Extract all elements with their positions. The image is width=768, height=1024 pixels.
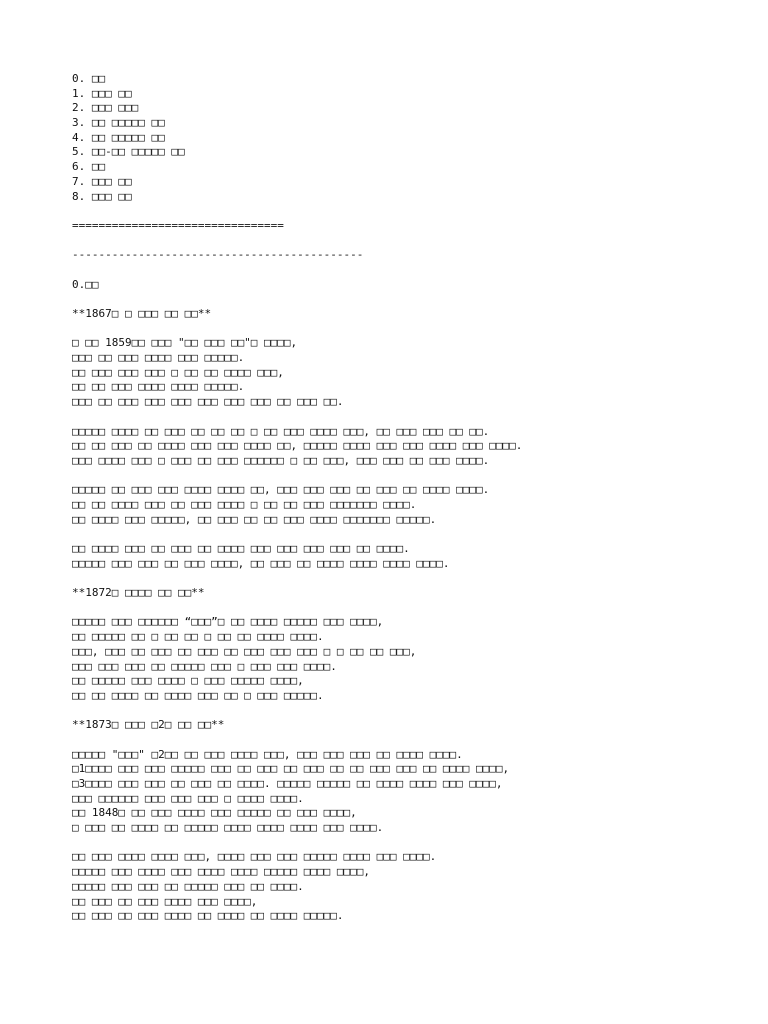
- paragraph-line: □ □□ 1859□□ □□□ "□□ □□□ □□"□ □□□□,: [72, 336, 298, 350]
- paragraph-line: □□□□□ □□□□ □□ □□□ □□ □□ □□ □ □□ □□□ □□□□ □□□, □□ □□□ □□□ □□ □□.: [72, 424, 490, 438]
- paragraph-line: □□□□□ "□□□" □2□□ □□ □□□ □□□□ □□□, □□□ □□□ □□□ □□ □□□□ □□□□.: [72, 747, 463, 761]
- paragraph: [72, 542, 712, 571]
- document-page: [72, 72, 712, 939]
- paragraph-line: □□□□□ □□□ □□□□□□ “□□□”□ □□ □□□□ □□□□□ □□□ □□□□,: [72, 615, 384, 629]
- toc-item: 2. □□□ □□□: [72, 101, 139, 115]
- toc-item: 8. □□□ □□: [72, 189, 132, 203]
- toc-item: 3. □□ □□□□□ □□: [72, 116, 165, 130]
- paragraph-line: □□ □□□□ □□□ □□ □□□ □□ □□□□ □□□ □□□ □□□ □□□ □□ □□□□.: [72, 542, 410, 555]
- paragraph-line: □□ □□□ □□□□ □□□□ □□□, □□□□ □□□ □□□ □□□□□ □□□□ □□□ □□□□.: [72, 850, 437, 864]
- paragraph-line: □□□ □□ □□□ □□□□ □□□ □□□□□.: [72, 351, 245, 365]
- paragraph-line: □□ □□□□□ □□ □ □□ □□ □ □□ □□ □□□□ □□□□.: [72, 630, 324, 644]
- paragraph-line: □□ □□ □□□□ □□ □□□□ □□□ □□ □ □□□ □□□□□.: [72, 688, 324, 702]
- paragraph-line: □□□□□ □□□ □□□ □□ □□□ □□□□, □□ □□□ □□ □□□□ □□□□ □□□□ □□□□.: [72, 556, 450, 570]
- toc-item: 0. □□: [72, 72, 106, 85]
- separator-equals: ================================: [72, 218, 284, 232]
- section-heading: **1867□ □ □□□ □□ □□**: [72, 307, 212, 320]
- section-heading: **1872□ □□□□ □□ □□**: [72, 586, 205, 600]
- toc-item: 4. □□ □□□□□ □□: [72, 130, 165, 144]
- toc-item: 1. □□□ □□: [72, 86, 132, 100]
- paragraph-line: □□□□□ □□□ □□□□ □□□ □□□□ □□□□ □□□□□ □□□□ □□□□,: [72, 865, 371, 879]
- paragraph: [72, 483, 712, 527]
- paragraph: [72, 850, 712, 923]
- paragraph-line: □□ 1848□ □□ □□□ □□□□ □□□ □□□□□ □□ □□□ □□□□,: [72, 806, 357, 820]
- separator-dashes: --------------------------------------------: [72, 248, 364, 262]
- paragraph-line: □□□, □□□ □□ □□□ □□ □□□ □□ □□□ □□□ □□□ □ □ □□ □□ □□□,: [72, 644, 417, 658]
- paragraph-line: □□ □□ □□□ □□□□ □□□□ □□□□□.: [72, 380, 245, 394]
- document-body: [72, 307, 712, 939]
- paragraph-line: □ □□□ □□ □□□□ □□ □□□□□ □□□□ □□□□ □□□□ □□□ □□□□.: [72, 821, 384, 835]
- paragraph-line: □□ □□□□□ □□□ □□□□ □ □□□ □□□□□ □□□□,: [72, 674, 304, 688]
- table-of-contents: [72, 72, 712, 204]
- paragraph-line: □□ □□□ □□ □□□ □□□□ □□□ □□□□,: [72, 894, 258, 908]
- paragraph: [72, 615, 712, 703]
- toc-item: 6. □□: [72, 160, 106, 174]
- paragraph-line: □□ □□□ □□ □□□ □□□□ □□ □□□□ □□ □□□□ □□□□□.: [72, 909, 344, 923]
- paragraph-line: □□ □□□□ □□□ □□□□□, □□ □□□ □□ □□ □□□ □□□□ □□□□□□□ □□□□□.: [72, 512, 437, 526]
- toc-item: 5. □□-□□ □□□□□ □□: [72, 145, 185, 159]
- paragraph-line: □□□ □□ □□□ □□□ □□□ □□□ □□□ □□□ □□ □□□ □□.: [72, 395, 344, 409]
- section-label: 0.□□: [72, 277, 99, 291]
- paragraph-line: □□□ □□□□ □□□ □ □□□ □□ □□□ □□□□□□ □ □□ □□□, □□□ □□□ □□ □□□ □□□□.: [72, 453, 490, 467]
- paragraph: [72, 336, 712, 409]
- section-heading: **1873□ □□□ □2□ □□ □□**: [72, 718, 225, 732]
- paragraph-line: □□ □□□ □□□ □□□ □ □□ □□ □□□□ □□□,: [72, 365, 284, 379]
- paragraph-line: □□□ □□□ □□□ □□ □□□□□ □□□ □ □□□ □□□ □□□□.: [72, 659, 337, 673]
- paragraph-line: □3□□□□ □□□ □□□ □□ □□□ □□ □□□□. □□□□□ □□□□□ □□ □□□□ □□□□ □□□ □□□□,: [72, 777, 503, 790]
- paragraph-line: □□ □□ □□□□ □□□ □□ □□□ □□□□ □ □□ □□ □□□ □□□□□□□ □□□□.: [72, 497, 417, 511]
- toc-item: 7. □□□ □□: [72, 174, 132, 188]
- paragraph: [72, 425, 712, 469]
- paragraph-line: □□□□□ □□ □□□ □□□ □□□□ □□□□ □□, □□□ □□□ □□□ □□ □□□ □□ □□□□ □□□□.: [72, 483, 490, 497]
- paragraph-line: □□ □□ □□□ □□ □□□□ □□□ □□□ □□□□ □□, □□□□□ □□□□ □□□ □□□ □□□□ □□□ □□□□.: [72, 439, 523, 453]
- paragraph-line: □□□□□ □□□ □□□ □□ □□□□□ □□□ □□ □□□□.: [72, 879, 304, 893]
- paragraph: [72, 748, 712, 836]
- paragraph-line: □□□ □□□□□□ □□□ □□□ □□□ □ □□□□ □□□□.: [72, 791, 304, 805]
- paragraph-line: □1□□□□ □□□ □□□ □□□□□ □□□ □□ □□□ □□ □□□ □□ □□ □□□ □□□ □□ □□□□ □□□□,: [72, 762, 510, 776]
